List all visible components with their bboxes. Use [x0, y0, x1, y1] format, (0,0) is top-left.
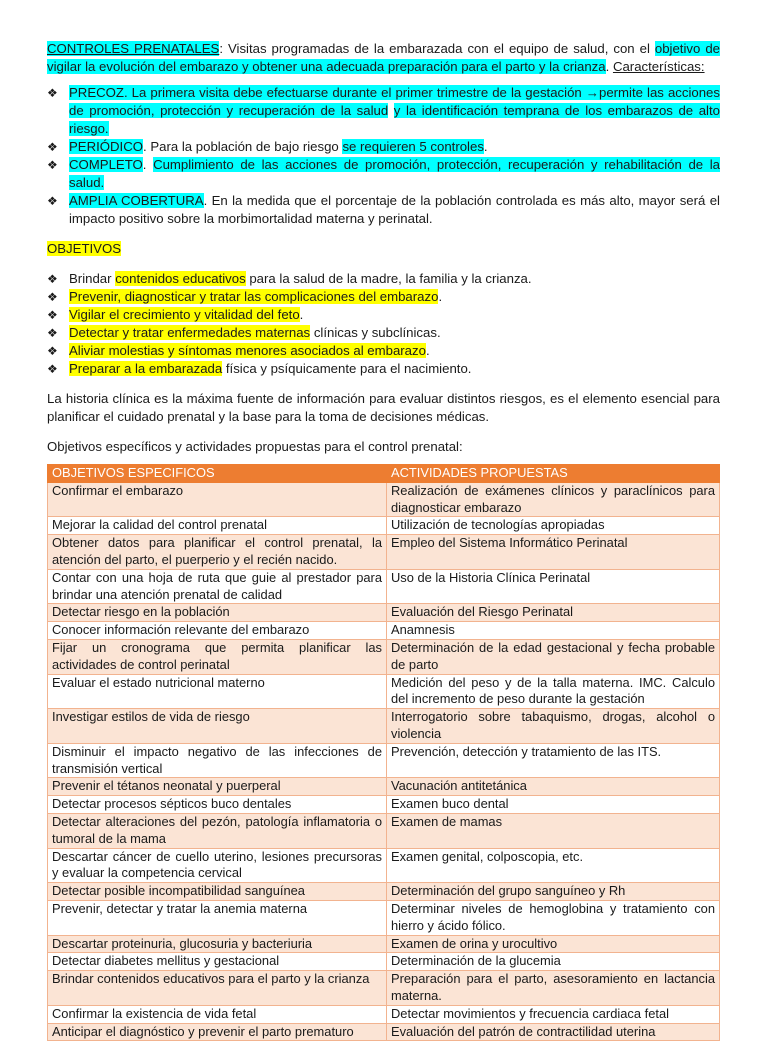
objetivo-item [47, 342, 720, 360]
intro-paragraph [47, 40, 720, 76]
objetivos-title: OBJETIVOS [47, 241, 122, 256]
objetivo-text-end: física y psíquicamente para el nacimiento. [222, 361, 472, 376]
column-header-actividades: ACTIVIDADES PROPUESTAS [387, 465, 720, 483]
actividad-cell: Realización de exámenes clínicos y paraclínicos para diagnosticar embarazo [387, 482, 720, 517]
table-row [48, 935, 720, 953]
feature-item [47, 138, 720, 156]
feature-text [388, 103, 394, 118]
actividad-cell: Vacunación antitetánica [387, 778, 720, 796]
table-row [48, 796, 720, 814]
table-row [48, 883, 720, 901]
feature-label: COMPLETO [69, 157, 143, 172]
objectives-table [47, 464, 720, 1041]
feature-text: . En la medida que el porcentaje de la población controlada es más alto, mayor será el impacto positivo sobre la morbimortalidad materna y perinatal. [69, 193, 720, 226]
actividad-cell: Evaluación del patrón de contractilidad uterina [387, 1023, 720, 1041]
objetivo-cell: Detectar diabetes mellitus y gestacional [48, 953, 387, 971]
objetivo-text-end: . [438, 289, 443, 304]
objetivo-item [47, 324, 720, 342]
objetivo-cell: Detectar procesos sépticos buco dentales [48, 796, 387, 814]
actividad-cell: Examen buco dental [387, 796, 720, 814]
objetivo-cell: Contar con una hoja de ruta que guie al prestador para brindar una atención prenatal de calidad [48, 569, 387, 604]
objetivo-item [47, 306, 720, 324]
objetivo-highlight: Aliviar molestias y síntomas menores asociados al embarazo [69, 343, 426, 358]
actividad-cell: Uso de la Historia Clínica Perinatal [387, 569, 720, 604]
objetivo-highlight: Detectar y tratar enfermedades maternas [69, 325, 311, 340]
table-row [48, 813, 720, 848]
table-intro: Objetivos específicos y actividades propuestas para el control prenatal: [47, 439, 463, 454]
objetivo-cell: Descartar proteinuria, glucosuria y bacteriuria [48, 935, 387, 953]
feature-item [47, 84, 720, 138]
historia-paragraph: La historia clínica es la máxima fuente de información para evaluar distintos riesgos, es el elemento esencial para planificar el cuidado prenatal y la base para la toma de decisiones médicas. [47, 391, 720, 424]
table-row [48, 953, 720, 971]
objetivo-text-end: . [425, 343, 430, 358]
feature-highlight: permite las acciones de promoción, protección y recuperación de la salud [69, 85, 720, 118]
objetivo-cell: Anticipar el diagnóstico y prevenir el parto prematuro [48, 1023, 387, 1041]
actividad-cell: Utilización de tecnologías apropiadas [387, 517, 720, 535]
intro-text-2: . [605, 59, 613, 74]
actividad-cell: Preparación para el parto, asesoramiento en lactancia materna. [387, 971, 720, 1006]
diamond-bullet-icon: ❖ [47, 326, 58, 340]
objetivo-item [47, 288, 720, 306]
caracteristicas-label: Características: [612, 59, 705, 74]
table-row [48, 569, 720, 604]
actividad-cell: Determinación de la glucemia [387, 953, 720, 971]
diamond-bullet-icon: ❖ [47, 140, 58, 154]
feature-label: AMPLIA COBERTURA [69, 193, 204, 208]
actividad-cell: Empleo del Sistema Informático Perinatal [387, 535, 720, 570]
objetivo-cell: Mejorar la calidad del control prenatal [48, 517, 387, 535]
actividad-cell: Anamnesis [387, 622, 720, 640]
table-row [48, 900, 720, 935]
objetivo-cell: Brindar contenidos educativos para el parto y la crianza [48, 971, 387, 1006]
actividad-cell: Determinación del grupo sanguíneo y Rh [387, 883, 720, 901]
feature-item [47, 192, 720, 228]
diamond-bullet-icon: ❖ [47, 344, 58, 358]
feature-highlight: Cumplimiento de las acciones de promoción, protección, recuperación y rehabilitación de la salud. [69, 157, 721, 190]
actividad-cell: Determinación de la edad gestacional y fecha probable de parto [387, 639, 720, 674]
objetivo-cell: Prevenir, detectar y tratar la anemia materna [48, 900, 387, 935]
feature-text: . [142, 157, 154, 172]
table-row [48, 971, 720, 1006]
intro-highlight: objetivo de vigilar la evolución del embarazo y obtener una adecuada preparación para el parto y la crianza [47, 41, 720, 74]
actividad-cell: Prevención, detección y tratamiento de las ITS. [387, 743, 720, 778]
feature-label: PRECOZ. La primera visita debe efectuarse durante el primer trimestre de la gestación [69, 85, 586, 100]
table-row [48, 674, 720, 709]
objetivo-cell: Descartar cáncer de cuello uterino, lesiones precursoras y evaluar la competencia cervical [48, 848, 387, 883]
actividad-cell: Examen de orina y urocultivo [387, 935, 720, 953]
table-row [48, 639, 720, 674]
diamond-bullet-icon: ❖ [47, 308, 58, 322]
diamond-bullet-icon: ❖ [47, 290, 58, 304]
actividad-cell: Evaluación del Riesgo Perinatal [387, 604, 720, 622]
table-row [48, 482, 720, 517]
diamond-bullet-icon: ❖ [47, 272, 58, 286]
objetivo-cell: Obtener datos para planificar el control prenatal, la atención del parto, el puerperio y el recién nacido. [48, 535, 387, 570]
table-row [48, 709, 720, 744]
actividad-cell: Detectar movimientos y frecuencia cardiaca fetal [387, 1005, 720, 1023]
table-row [48, 1023, 720, 1041]
objetivo-item [47, 270, 720, 288]
objetivo-cell: Confirmar la existencia de vida fetal [48, 1005, 387, 1023]
table-row [48, 604, 720, 622]
table-header-row [48, 465, 720, 483]
feature-highlight: se requieren 5 controles [342, 139, 484, 154]
objetivo-text: Brindar [69, 271, 116, 286]
objetivo-text-end: clínicas y subclínicas. [310, 325, 441, 340]
intro-text: : Visitas programadas de la embarazada con el equipo de salud, con el [219, 41, 655, 56]
objetivo-cell: Conocer información relevante del embarazo [48, 622, 387, 640]
arrow-right-icon: → [585, 85, 599, 100]
diamond-bullet-icon: ❖ [47, 194, 58, 208]
objetivo-cell: Confirmar el embarazo [48, 482, 387, 517]
objetivos-list [47, 270, 720, 378]
objetivo-cell: Prevenir el tétanos neonatal y puerperal [48, 778, 387, 796]
objetivo-highlight: contenidos educativos [115, 271, 246, 286]
feature-highlight-2: y la identificación temprana de los embarazos de alto riesgo. [69, 103, 720, 136]
objetivo-cell: Detectar alteraciones del pezón, patología inflamatoria o tumoral de la mama [48, 813, 387, 848]
objetivo-text-end: . [299, 307, 304, 322]
diamond-bullet-icon: ❖ [47, 86, 58, 100]
objetivo-highlight: Preparar a la embarazada [69, 361, 223, 376]
objetivo-cell: Detectar posible incompatibilidad sanguínea [48, 883, 387, 901]
table-row [48, 848, 720, 883]
objetivo-item [47, 360, 720, 378]
feature-label: PERIÓDICO [69, 139, 144, 154]
objetivo-cell: Detectar riesgo en la población [48, 604, 387, 622]
diamond-bullet-icon: ❖ [47, 362, 58, 376]
objetivo-highlight: Prevenir, diagnosticar y tratar las complicaciones del embarazo [69, 289, 439, 304]
objetivo-text-end: para la salud de la madre, la familia y la crianza. [245, 271, 532, 286]
table-row [48, 517, 720, 535]
actividad-cell: Examen genital, colposcopia, etc. [387, 848, 720, 883]
intro-title: CONTROLES PRENATALES [47, 41, 220, 56]
objetivo-cell: Evaluar el estado nutricional materno [48, 674, 387, 709]
objetivos-heading [47, 240, 720, 258]
actividad-cell: Determinar niveles de hemoglobina y tratamiento con hierro y ácido fólico. [387, 900, 720, 935]
objetivo-cell: Fijar un cronograma que permita planificar las actividades de control perinatal [48, 639, 387, 674]
features-list [47, 84, 720, 228]
actividad-cell: Medición del peso y de la talla materna. IMC. Calculo del incremento de peso durante la gestación [387, 674, 720, 709]
column-header-objetivos: OBJETIVOS ESPECIFICOS [48, 465, 387, 483]
feature-item [47, 156, 720, 192]
table-row [48, 622, 720, 640]
table-row [48, 1005, 720, 1023]
table-row [48, 778, 720, 796]
feature-text: . Para la población de bajo riesgo [143, 139, 343, 154]
actividad-cell: Interrogatorio sobre tabaquismo, drogas, alcohol o violencia [387, 709, 720, 744]
diamond-bullet-icon: ❖ [47, 158, 58, 172]
objetivo-cell: Disminuir el impacto negativo de las infecciones de transmisión vertical [48, 743, 387, 778]
table-row [48, 743, 720, 778]
objetivo-highlight: Vigilar el crecimiento y vitalidad del feto [69, 307, 300, 322]
table-row [48, 535, 720, 570]
objetivo-cell: Investigar estilos de vida de riesgo [48, 709, 387, 744]
table-body [48, 482, 720, 1041]
actividad-cell: Examen de mamas [387, 813, 720, 848]
feature-tail: . [483, 139, 488, 154]
